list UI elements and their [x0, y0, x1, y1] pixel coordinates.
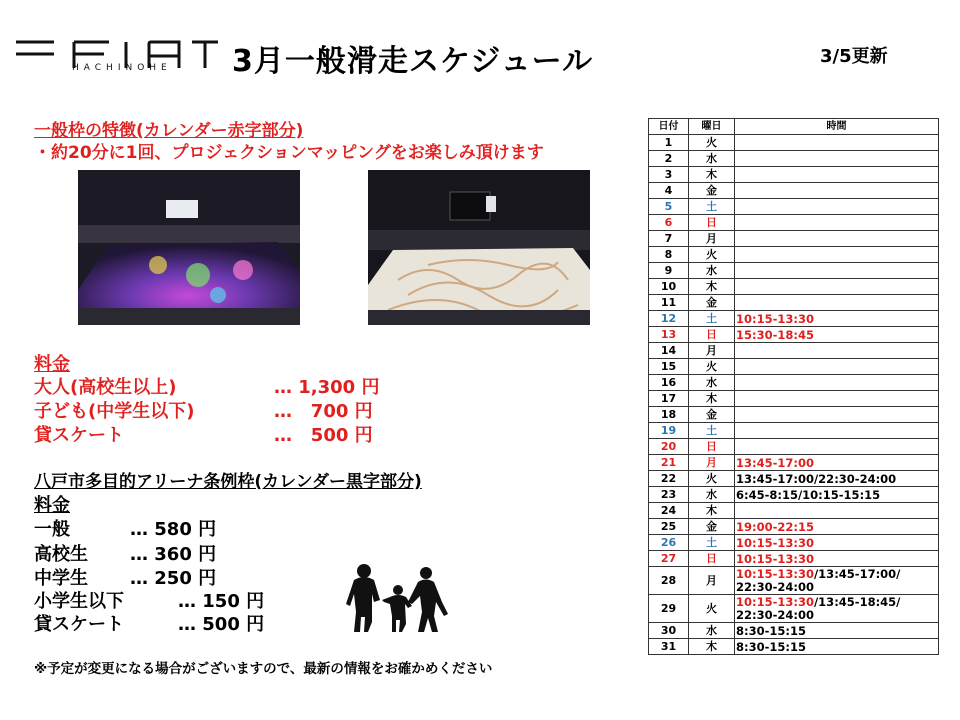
schedule-date: 12	[649, 311, 689, 327]
schedule-row	[649, 455, 939, 471]
schedule-date: 31	[649, 639, 689, 655]
schedule-date: 13	[649, 327, 689, 343]
schedule-weekday: 木	[689, 639, 735, 655]
city-fee-label-4: 小学生以下	[34, 591, 124, 612]
schedule-time	[735, 135, 939, 151]
schedule-row	[649, 487, 939, 503]
schedule-table	[648, 118, 939, 655]
schedule-weekday: 月	[689, 455, 735, 471]
schedule-weekday: 火	[689, 359, 735, 375]
general-heading: 一般枠の特徴(カレンダー赤字部分)	[34, 121, 304, 141]
header-time: 時間	[735, 119, 939, 135]
schedule-date: 27	[649, 551, 689, 567]
schedule-row	[649, 471, 939, 487]
schedule-time-segment: 13:45-17:00/22:30-24:00	[736, 471, 897, 486]
schedule-time	[735, 327, 939, 343]
family-skater-silhouette	[346, 562, 450, 634]
schedule-time-segment: 10:15-13:30	[736, 311, 814, 326]
schedule-weekday: 水	[689, 375, 735, 391]
general-fee-label-3: 貸スケート	[34, 425, 124, 446]
general-fee-label-1: 大人(高校生以上)	[34, 377, 177, 398]
schedule-row	[649, 199, 939, 215]
schedule-time-segment: /13:45-18:45/ 22:30-24:00	[736, 594, 901, 622]
schedule-weekday: 火	[689, 135, 735, 151]
schedule-date: 18	[649, 407, 689, 423]
schedule-date: 9	[649, 263, 689, 279]
schedule-date: 17	[649, 391, 689, 407]
schedule-row	[649, 519, 939, 535]
update-date: 3/5更新	[820, 46, 888, 67]
general-fee-price-1: … 1,300 円	[274, 377, 380, 398]
schedule-time	[735, 623, 939, 639]
schedule-row	[649, 439, 939, 455]
schedule-weekday: 月	[689, 343, 735, 359]
schedule-weekday: 日	[689, 215, 735, 231]
schedule-weekday: 日	[689, 439, 735, 455]
schedule-date: 7	[649, 231, 689, 247]
schedule-time-segment: 8:30-15:15	[736, 639, 806, 654]
schedule-weekday: 金	[689, 295, 735, 311]
schedule-date: 25	[649, 519, 689, 535]
schedule-row	[649, 215, 939, 231]
schedule-time-segment: 10:15-13:30	[736, 594, 814, 609]
schedule-row	[649, 247, 939, 263]
general-fee-heading: 料金	[34, 354, 70, 375]
schedule-date: 1	[649, 135, 689, 151]
header-day: 曜日	[689, 119, 735, 135]
schedule-time	[735, 391, 939, 407]
schedule-weekday: 月	[689, 231, 735, 247]
schedule-row	[649, 639, 939, 655]
schedule-time	[735, 595, 939, 623]
schedule-time	[735, 519, 939, 535]
schedule-time	[735, 183, 939, 199]
schedule-time-segment: 15:30-18:45	[736, 327, 814, 342]
schedule-header-row	[649, 119, 939, 135]
schedule-weekday: 木	[689, 167, 735, 183]
schedule-row	[649, 407, 939, 423]
logo-subtext: HACHINOHE	[72, 63, 172, 73]
schedule-weekday: 月	[689, 567, 735, 595]
general-fee-price-3: … 500 円	[274, 425, 373, 446]
schedule-date: 5	[649, 199, 689, 215]
schedule-time	[735, 551, 939, 567]
schedule-weekday: 火	[689, 247, 735, 263]
schedule-weekday: 水	[689, 623, 735, 639]
schedule-time	[735, 279, 939, 295]
schedule-weekday: 金	[689, 183, 735, 199]
city-fee-label-3: 中学生	[34, 568, 88, 589]
schedule-date: 21	[649, 455, 689, 471]
schedule-weekday: 土	[689, 199, 735, 215]
schedule-row	[649, 327, 939, 343]
schedule-time	[735, 151, 939, 167]
schedule-time	[735, 359, 939, 375]
schedule-date: 16	[649, 375, 689, 391]
schedule-weekday: 木	[689, 503, 735, 519]
schedule-date: 4	[649, 183, 689, 199]
schedule-weekday: 火	[689, 595, 735, 623]
schedule-time	[735, 375, 939, 391]
city-fee-label-5: 貸スケート	[34, 614, 124, 635]
schedule-time	[735, 471, 939, 487]
schedule-date: 29	[649, 595, 689, 623]
schedule-time-segment: 13:45-17:00	[736, 455, 814, 470]
schedule-date: 19	[649, 423, 689, 439]
schedule-time	[735, 455, 939, 471]
schedule-time	[735, 639, 939, 655]
schedule-time	[735, 215, 939, 231]
schedule-time	[735, 167, 939, 183]
schedule-date: 15	[649, 359, 689, 375]
schedule-row	[649, 503, 939, 519]
schedule-time	[735, 263, 939, 279]
schedule-row	[649, 535, 939, 551]
city-fee-label-2: 高校生	[34, 544, 88, 565]
schedule-row	[649, 343, 939, 359]
schedule-row	[649, 375, 939, 391]
schedule-date: 22	[649, 471, 689, 487]
schedule-weekday: 木	[689, 279, 735, 295]
schedule-date: 14	[649, 343, 689, 359]
schedule-time	[735, 423, 939, 439]
schedule-date: 2	[649, 151, 689, 167]
schedule-row	[649, 135, 939, 151]
general-fee-label-2: 子ども(中学生以下)	[34, 401, 195, 422]
schedule-time	[735, 311, 939, 327]
schedule-row	[649, 295, 939, 311]
schedule-time-segment: 10:15-13:30	[736, 566, 814, 581]
schedule-row	[649, 311, 939, 327]
city-fee-price-2: … 360 円	[130, 544, 217, 565]
schedule-time	[735, 487, 939, 503]
schedule-row	[649, 183, 939, 199]
schedule-weekday: 日	[689, 551, 735, 567]
schedule-time-segment: 10:15-13:30	[736, 535, 814, 550]
schedule-weekday: 水	[689, 263, 735, 279]
schedule-date: 10	[649, 279, 689, 295]
general-feature: ・約20分に1回、プロジェクションマッピングをお楽しみ頂けます	[34, 143, 544, 163]
schedule-date: 3	[649, 167, 689, 183]
schedule-time	[735, 407, 939, 423]
schedule-date: 8	[649, 247, 689, 263]
notice-text: ※予定が変更になる場合がございますので、最新の情報をお確かめください	[34, 661, 493, 677]
schedule-row	[649, 567, 939, 595]
schedule-row	[649, 551, 939, 567]
schedule-time	[735, 343, 939, 359]
schedule-row	[649, 167, 939, 183]
schedule-weekday: 水	[689, 151, 735, 167]
schedule-date: 28	[649, 567, 689, 595]
schedule-weekday: 金	[689, 519, 735, 535]
schedule-time-segment: 19:00-22:15	[736, 519, 814, 534]
schedule-time	[735, 503, 939, 519]
schedule-row	[649, 595, 939, 623]
schedule-weekday: 土	[689, 535, 735, 551]
schedule-row	[649, 263, 939, 279]
schedule-weekday: 土	[689, 423, 735, 439]
rink-photo-maze	[368, 170, 590, 325]
schedule-date: 11	[649, 295, 689, 311]
schedule-weekday: 木	[689, 391, 735, 407]
flat-hachinohe-logo	[14, 38, 219, 78]
schedule-weekday: 水	[689, 487, 735, 503]
schedule-row	[649, 279, 939, 295]
schedule-time-segment: 6:45-8:15/10:15-15:15	[736, 487, 881, 502]
schedule-time-segment: /13:45-17:00/ 22:30-24:00	[736, 566, 901, 594]
schedule-date: 24	[649, 503, 689, 519]
city-heading: 八戸市多目的アリーナ条例枠(カレンダー黒字部分)	[34, 472, 422, 492]
schedule-date: 23	[649, 487, 689, 503]
city-fee-price-1: … 580 円	[130, 519, 217, 540]
city-fee-price-3: … 250 円	[130, 568, 217, 589]
schedule-time	[735, 439, 939, 455]
schedule-date: 20	[649, 439, 689, 455]
schedule-time	[735, 199, 939, 215]
schedule-time	[735, 247, 939, 263]
schedule-date: 30	[649, 623, 689, 639]
schedule-time-segment: 10:15-13:30	[736, 551, 814, 566]
schedule-weekday: 火	[689, 471, 735, 487]
schedule-row	[649, 423, 939, 439]
schedule-time	[735, 231, 939, 247]
schedule-weekday: 金	[689, 407, 735, 423]
schedule-weekday: 日	[689, 327, 735, 343]
schedule-row	[649, 151, 939, 167]
city-fee-price-5: … 500 円	[178, 614, 265, 635]
rink-photo-colorful	[78, 170, 300, 325]
schedule-date: 26	[649, 535, 689, 551]
schedule-row	[649, 623, 939, 639]
header-date: 日付	[649, 119, 689, 135]
schedule-time	[735, 295, 939, 311]
schedule-row	[649, 391, 939, 407]
city-fee-label-1: 一般	[34, 519, 70, 540]
city-fee-price-4: … 150 円	[178, 591, 265, 612]
schedule-weekday: 土	[689, 311, 735, 327]
schedule-date: 6	[649, 215, 689, 231]
schedule-time	[735, 567, 939, 595]
city-fee-heading: 料金	[34, 495, 70, 516]
schedule-row	[649, 359, 939, 375]
schedule-time	[735, 535, 939, 551]
schedule-row	[649, 231, 939, 247]
page-title: 3月一般滑走スケジュール	[232, 44, 594, 79]
general-fee-price-2: … 700 円	[274, 401, 373, 422]
schedule-time-segment: 8:30-15:15	[736, 623, 806, 638]
